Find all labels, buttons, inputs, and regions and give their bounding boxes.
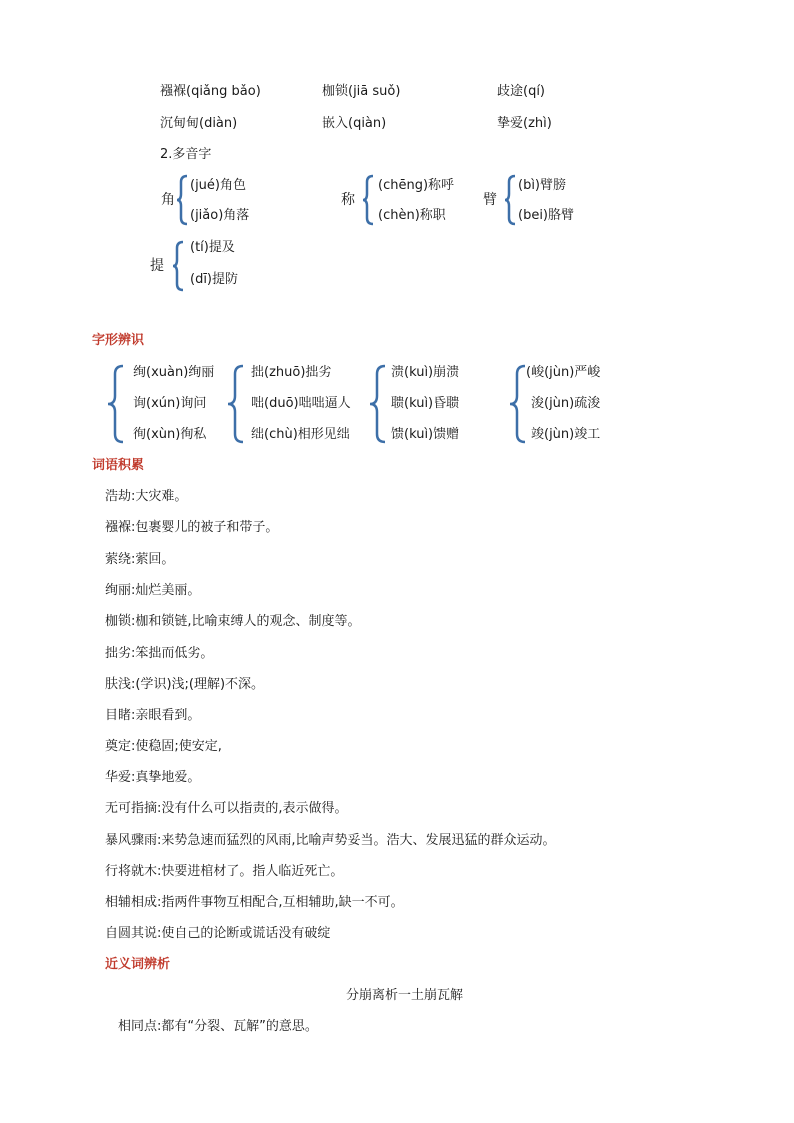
vocab-item: 自圆其说:使自己的论断或谎话没有破绽 [105, 926, 331, 941]
vocab-item: 襁褓:包裹婴儿的被子和带子。 [105, 520, 279, 535]
vocab-item: 拙劣:笨拙而低劣。 [105, 646, 214, 661]
glyph-item: 馈(kuì)馈赠 [391, 427, 460, 442]
glyph-item: (峻(jùn)严峻 [526, 365, 601, 380]
vocab-item: 枷锁:枷和锁链,比喻束缚人的观念、制度等。 [105, 614, 361, 629]
brace-icon [226, 364, 244, 444]
brace-icon [176, 174, 188, 226]
vocab-item: 行将就木:快要进棺材了。指人临近死亡。 [105, 864, 344, 879]
pinyin-item: 嵌入(qiàn) [322, 116, 387, 131]
pinyin-item: 枷锁(jiā suǒ) [322, 84, 401, 99]
glyph-item: 询(xún)询问 [133, 396, 207, 411]
brace-icon [362, 174, 374, 226]
section-heading: 字形辨识 [92, 333, 145, 348]
vocab-item: 目睹:亲眼看到。 [105, 708, 201, 723]
polyphone-option: (jué)角色 [190, 178, 246, 193]
pinyin-item: 沉甸甸(diàn) [160, 116, 238, 131]
brace-icon [504, 174, 516, 226]
glyph-item: 咄(duō)咄咄逼人 [251, 396, 351, 411]
pinyin-item: 挚爱(zhì) [497, 116, 552, 131]
glyph-item: 绌(chù)相形见绌 [251, 427, 350, 442]
polyphone-option: (tí)提及 [190, 240, 235, 255]
brace-icon [106, 364, 124, 444]
vocab-item: 绚丽:灿烂美丽。 [105, 583, 201, 598]
synonym-line: 相同点:都有“分裂、瓦解”的意思。 [118, 1019, 318, 1034]
vocab-item: 无可指摘:没有什么可以指责的,表示做得。 [105, 801, 348, 816]
pinyin-item: 襁褓(qiǎng bǎo) [160, 84, 261, 99]
vocab-item: 暴风骤雨:来势急速而猛烈的风雨,比喻声势妥当。浩大、发展迅猛的群众运动。 [105, 833, 556, 848]
glyph-item: 拙(zhuō)拙劣 [251, 365, 332, 380]
vocab-item: 萦绕:萦回。 [105, 552, 175, 567]
glyph-item: 浚(jùn)疏浚 [531, 396, 601, 411]
polyphone-option: (bì)臂膀 [518, 178, 567, 193]
polyphone-option: (chèn)称职 [378, 208, 446, 223]
polyphone-char: 提 [150, 258, 164, 274]
vocab-item: 奠定:使稳固;使安定, [105, 739, 222, 754]
glyph-item: 绚(xuàn)绚丽 [133, 365, 215, 380]
polyphone-option: (dī)提防 [190, 272, 239, 287]
glyph-item: 竣(jùn)竣工 [531, 427, 601, 442]
polyphone-char: 角 [161, 192, 175, 208]
vocab-item: 浩劫:大灾难。 [105, 489, 188, 504]
vocab-item: 相辅相成:指两件事物互相配合,互相辅助,缺一不可。 [105, 895, 404, 910]
brace-icon [508, 364, 526, 444]
polyphone-option: (jiǎo)角落 [190, 208, 250, 223]
pinyin-item: 歧途(qí) [497, 84, 546, 99]
vocab-item: 肤浅:(学识)浅;(理解)不深。 [105, 677, 265, 692]
vocab-item: 华爱:真挚地爱。 [105, 770, 201, 785]
glyph-item: 溃(kuì)崩溃 [391, 365, 460, 380]
glyph-item: 聩(kuì)昏聩 [391, 396, 460, 411]
brace-icon [368, 364, 386, 444]
polyphone-char: 臂 [483, 192, 497, 208]
polyphone-char: 称 [341, 192, 355, 208]
polyphone-option: (chēng)称呼 [378, 178, 455, 193]
section-heading: 近义词辨析 [105, 957, 171, 972]
brace-icon [172, 240, 184, 292]
polyphone-heading: 2.多音字 [160, 147, 212, 162]
synonym-title: 分崩离析一土崩瓦解 [346, 988, 464, 1003]
glyph-item: 徇(xùn)徇私 [133, 427, 207, 442]
section-heading: 词语积累 [92, 458, 145, 473]
polyphone-option: (bei)胳臂 [518, 208, 575, 223]
